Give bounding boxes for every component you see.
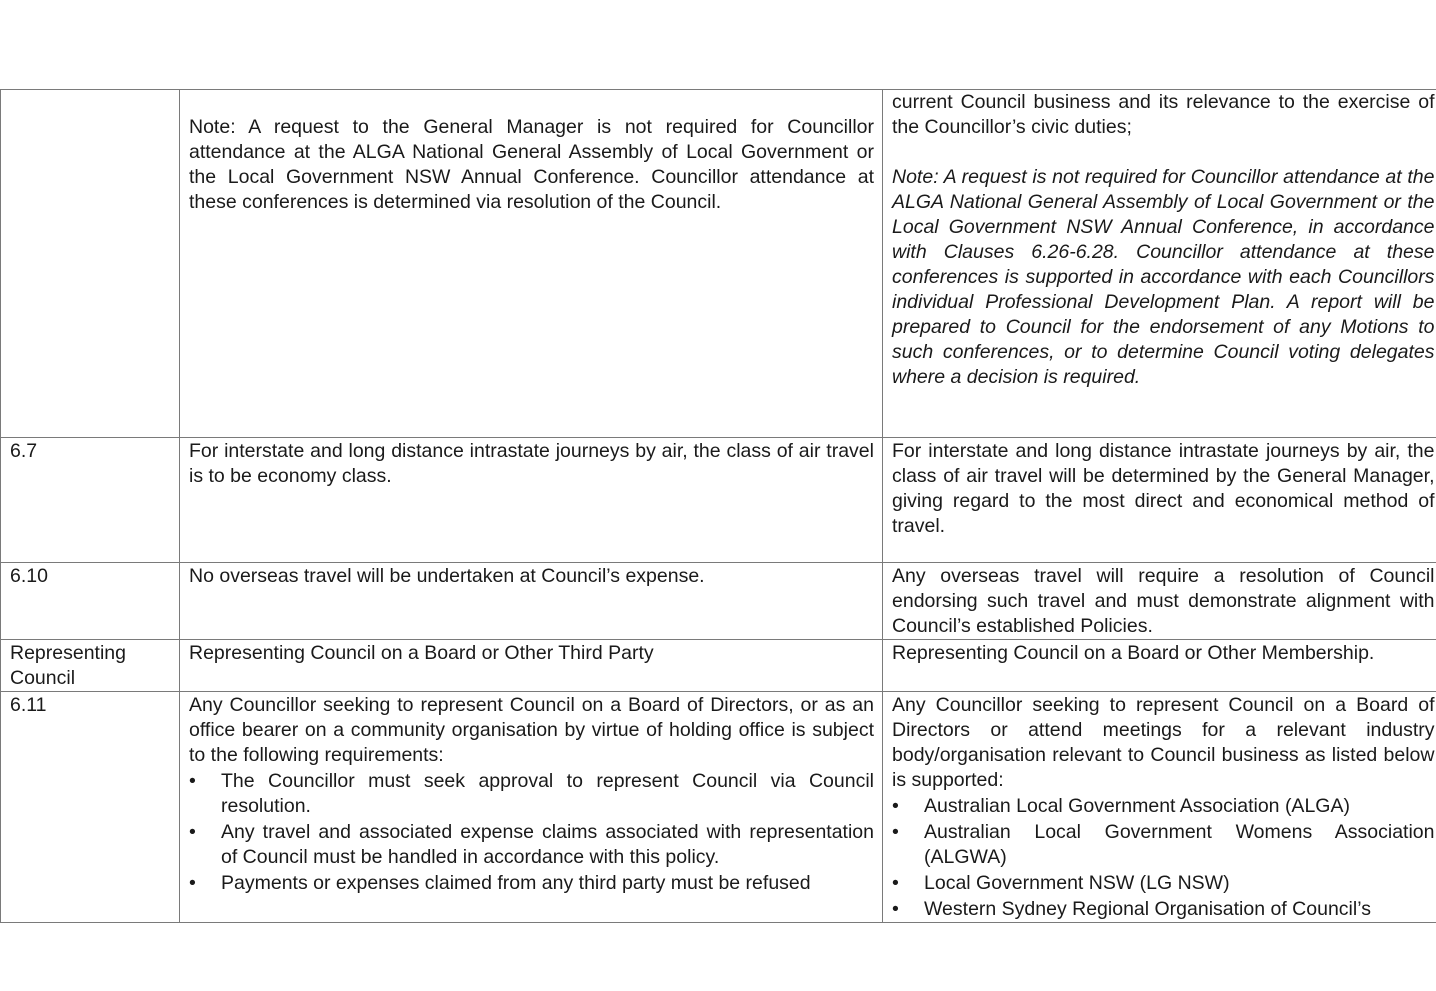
policy-comparison-table bbox=[0, 89, 1436, 923]
current-policy-text: Note: A request to the General Manager is not required for Councillor attendance at the ALGA National General Assembly of Local Government or the Local Government NSW Annual Conference. Councillor attendance at these conferences is determined via resolution of the Council. bbox=[189, 116, 874, 213]
current-policy-cell: Representing Council on a Board or Other Third Party bbox=[180, 640, 883, 692]
proposed-policy-cell: For interstate and long distance intrastate journeys by air, the class of air travel will be determined by the General Manager, giving regard to the most direct and economical method of travel. bbox=[883, 438, 1436, 563]
proposed-policy-cell bbox=[883, 692, 1436, 923]
list-item: • Australian Local Government Womens Association (ALGWA) bbox=[892, 820, 1435, 870]
list-item: • Western Sydney Regional Organisation of Council’s bbox=[892, 897, 1435, 922]
table-row bbox=[1, 640, 1436, 692]
table-row bbox=[1, 90, 1436, 438]
current-policy-cell bbox=[180, 90, 883, 438]
proposed-policy-organisations-list bbox=[892, 794, 1435, 922]
clause-cell: 6.11 bbox=[1, 692, 180, 923]
proposed-policy-note: Note: A request is not required for Councillor attendance at the ALGA National General Assembly of Local Government or the Local Government NSW Annual Conference, in accordance with Clauses 6.26-6.28. Councillor attendance at these conferences is supported in accordance with each Councillors individual Professional Development Plan. A report will be prepared to Council for the endorsement of any Motions to such conferences, or to determine Council voting delegates where a decision is required. bbox=[892, 166, 1435, 388]
list-item: • Local Government NSW (LG NSW) bbox=[892, 871, 1435, 896]
current-policy-cell bbox=[180, 692, 883, 923]
current-policy-requirements-list bbox=[189, 769, 874, 896]
current-policy-cell: No overseas travel will be undertaken at Council’s expense. bbox=[180, 563, 883, 640]
clause-cell: 6.10 bbox=[1, 563, 180, 640]
proposed-policy-intro: Any Councillor seeking to represent Council on a Board of Directors or attend meetings for a relevant industry body/organisation relevant to Council business as listed below is supported: bbox=[892, 694, 1435, 791]
proposed-policy-cell: Any overseas travel will require a resolution of Council endorsing such travel and must demonstrate alignment with Council’s established Policies. bbox=[883, 563, 1436, 640]
current-policy-cell: For interstate and long distance intrastate journeys by air, the class of air travel is to be economy class. bbox=[180, 438, 883, 563]
proposed-policy-cell bbox=[883, 90, 1436, 438]
table-row bbox=[1, 438, 1436, 563]
list-item: • Payments or expenses claimed from any third party must be refused bbox=[189, 871, 874, 896]
list-item: • Australian Local Government Association (ALGA) bbox=[892, 794, 1435, 819]
proposed-policy-cell: Representing Council on a Board or Other Membership. bbox=[883, 640, 1436, 692]
clause-cell: Representing Council bbox=[1, 640, 180, 692]
clause-cell bbox=[1, 90, 180, 438]
table-row bbox=[1, 563, 1436, 640]
list-item: • The Councillor must seek approval to represent Council via Council resolution. bbox=[189, 769, 874, 819]
proposed-policy-text: current Council business and its relevance to the exercise of the Councillor’s civic duties; bbox=[892, 91, 1435, 138]
current-policy-intro: Any Councillor seeking to represent Council on a Board of Directors, or as an office bearer on a community organisation by virtue of holding office is subject to the following requirements: bbox=[189, 694, 874, 766]
list-item: • Any travel and associated expense claims associated with representation of Council must be handled in accordance with this policy. bbox=[189, 820, 874, 870]
clause-cell: 6.7 bbox=[1, 438, 180, 563]
table-row bbox=[1, 692, 1436, 923]
